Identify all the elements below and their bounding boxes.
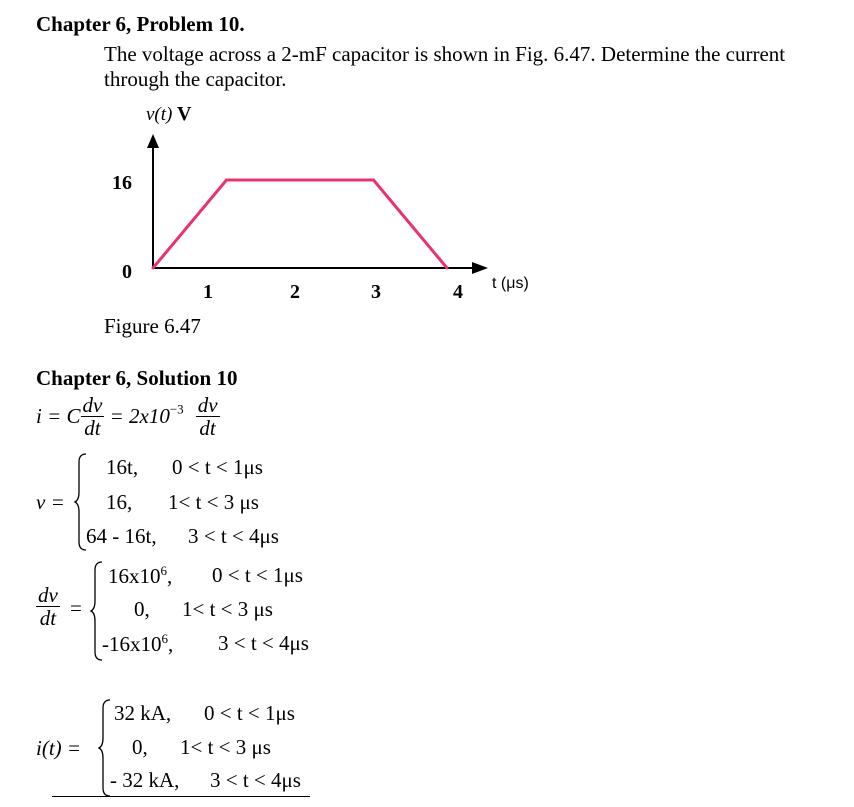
problem-text-line-2: through the capacitor. xyxy=(104,67,287,91)
dvdt-fraction xyxy=(36,584,60,629)
i-case-1-cond: 0 < t < 1μs xyxy=(204,701,295,725)
dvdt-num: dv xyxy=(38,583,58,607)
i-case-1-expr: 32 kA, xyxy=(114,701,172,725)
dvdt-equals: = xyxy=(70,596,82,620)
dvdt-case-1-cond: 0 < t < 1μs xyxy=(212,563,303,587)
x-tick-4: 4 xyxy=(453,281,463,303)
eq-i-lhs: i = C xyxy=(36,404,81,428)
voltage-point-3 xyxy=(446,267,449,270)
eq-i-exponent: −3 xyxy=(169,401,184,417)
v-case-3-cond: 3 < t < 4μs xyxy=(188,524,279,548)
dvdt-case-3-base: -16x10 xyxy=(102,632,162,656)
eq-i-fraction-1 xyxy=(81,394,105,439)
dvdt-case-1-tail: , xyxy=(167,564,173,588)
y-tick-0: 0 xyxy=(122,261,132,283)
v-case-3-expr: 64 - 16t, xyxy=(86,524,157,548)
dvdt-case-1-base: 16x10 xyxy=(108,564,161,588)
voltage-point-2 xyxy=(372,179,375,182)
v-case-1-expr: 16t, xyxy=(106,455,139,479)
equation-current-definition xyxy=(36,394,220,439)
solution-heading: Chapter 6, Solution 10 xyxy=(36,366,238,390)
dvdt-case-3-cond: 3 < t < 4μs xyxy=(218,631,309,655)
voltage-point-1 xyxy=(225,179,228,182)
eq-i-den: dt xyxy=(84,416,101,440)
v-case-1-cond: 0 < t < 1μs xyxy=(172,455,263,479)
x-axis-arrow-icon xyxy=(472,262,488,274)
i-case-3-expr: - 32 kA, xyxy=(110,768,180,792)
dvdt-case-1-exp: 6 xyxy=(160,563,167,578)
eq-i-den-2: dt xyxy=(199,416,216,440)
x-tick-2: 2 xyxy=(290,281,300,303)
y-axis-label-unit: V xyxy=(177,103,192,125)
voltage-series-line xyxy=(153,180,447,268)
eq-i-fraction-2 xyxy=(196,394,220,439)
v-case-2-cond: 1< t < 3 μs xyxy=(168,490,259,514)
eq-i-mid: = 2x10 xyxy=(104,404,170,428)
eq-i-num: dv xyxy=(82,393,103,417)
x-tick-3: 3 xyxy=(371,281,381,303)
dvdt-case-3-expr xyxy=(102,631,173,657)
dvdt-case-2-cond: 1< t < 3 μs xyxy=(182,597,273,621)
i-lhs: i(t) = xyxy=(36,736,82,760)
dvdt-case-2-expr: 0, xyxy=(134,597,150,621)
dvdt-case-1-expr xyxy=(108,563,172,589)
y-tick-16: 16 xyxy=(112,172,132,194)
i-case-2-cond: 1< t < 3 μs xyxy=(180,735,271,759)
voltage-point-0 xyxy=(152,267,155,270)
problem-heading: Chapter 6, Problem 10. xyxy=(36,12,245,36)
figure-caption: Figure 6.47 xyxy=(104,314,201,338)
figure-6-47 xyxy=(0,0,854,340)
x-axis-label: t (μs) xyxy=(492,275,529,292)
i-case-3-cond: 3 < t < 4μs xyxy=(210,768,301,792)
dvdt-den: dt xyxy=(39,606,57,630)
eq-i-num-2: dv xyxy=(197,393,218,417)
problem-text-line-1: The voltage across a 2-mF capacitor is shown in Fig. 6.47. Determine the current xyxy=(104,42,786,66)
y-axis-arrow-icon xyxy=(147,134,159,148)
v-lhs: v = xyxy=(36,490,65,514)
i-case-2-expr: 0, xyxy=(132,735,148,759)
solution-end-rule xyxy=(52,796,310,797)
x-tick-1: 1 xyxy=(203,281,213,303)
dvdt-case-3-exp: 6 xyxy=(161,631,168,646)
dvdt-case-3-tail: , xyxy=(168,632,174,656)
y-axis-label-var: v(t) xyxy=(146,104,173,125)
v-case-2-expr: 16, xyxy=(106,490,133,514)
